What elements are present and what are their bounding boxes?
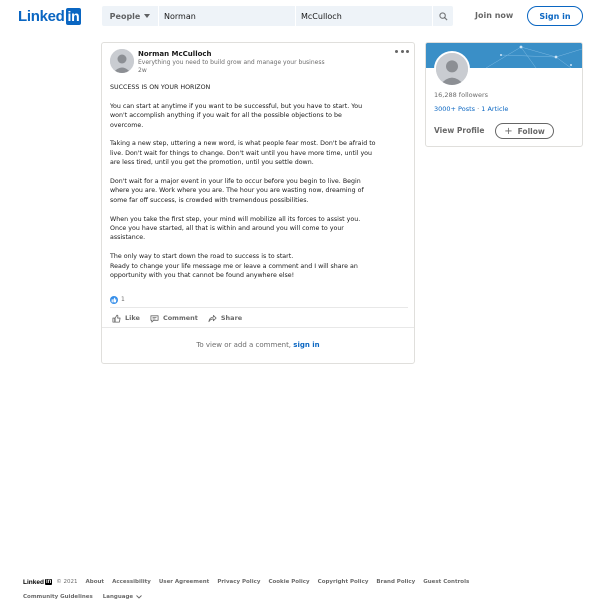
post-line: Don't wait for a major event in your life to occur before you begin to live. Begin [110, 178, 361, 186]
reaction-summary[interactable] [110, 295, 125, 304]
comment-prompt [102, 341, 414, 349]
post-line: won't accomplish anything if you wait for all the possible objections to be [110, 112, 342, 120]
post-paragraph [110, 177, 408, 205]
join-now-link[interactable]: Join now [475, 11, 514, 20]
comment-prompt-text: To view or add a comment, [196, 341, 292, 349]
post-line: some far off success, is crowded with tremendous possibilities. [110, 196, 309, 204]
sign-in-button[interactable]: Sign in [527, 6, 583, 26]
post-line: The only way to start down the road to success is to start. [110, 253, 294, 261]
separator: · [477, 105, 480, 113]
caret-down-icon [144, 14, 150, 18]
first-name-value: Norman [164, 11, 196, 21]
person-icon [110, 49, 134, 73]
linkedin-logo[interactable] [18, 8, 81, 25]
logo-badge: in [67, 8, 80, 24]
footer-link-guest-controls[interactable]: Guest Controls [423, 579, 470, 585]
footer-link-about[interactable]: About [85, 579, 105, 585]
post-paragraph [110, 252, 408, 280]
search-scope-dropdown[interactable] [102, 6, 159, 26]
footer-link-community-guidelines[interactable]: Community Guidelines [23, 593, 93, 600]
post-paragraph [110, 102, 408, 130]
share-label: Share [220, 314, 243, 322]
last-name-value: McCulloch [301, 11, 342, 21]
post-line: live. Don't wait for things to change. Don't wait until you have more time, until you [110, 149, 373, 157]
search-icon [439, 12, 448, 21]
divider [110, 307, 408, 308]
copyright: © 2021 [56, 579, 78, 585]
footer-logo[interactable] [23, 579, 52, 586]
post-time: 2w [138, 67, 147, 74]
footer-link-privacy-policy[interactable]: Privacy Policy [217, 579, 261, 585]
search-button[interactable] [433, 6, 453, 26]
post-paragraph [110, 83, 408, 92]
footer-link-copyright-policy[interactable]: Copyright Policy [317, 579, 369, 585]
post-line: SUCCESS IS ON YOUR HORIZON [110, 84, 211, 91]
chevron-down-icon [136, 595, 142, 599]
post-line: where you are. Work where you are. The hour you are wasting now, dreaming of [110, 187, 364, 195]
footer-link-accessibility[interactable]: Accessibility [112, 579, 151, 585]
follow-button[interactable] [495, 123, 554, 139]
reaction-count: 1 [121, 296, 125, 303]
post-line: You can start at anytime if you want to be successful, but you have to start. You [110, 102, 363, 110]
follow-label: Follow [517, 126, 545, 136]
post-line: assistance. [110, 234, 146, 242]
post-line: Taking a new step, uttering a new word, is what people fear most. Don't be afraid to [110, 140, 376, 148]
post-line: overcome. [110, 121, 144, 129]
post-line: Ready to change your life message me or leave a comment and I will share an [110, 262, 358, 270]
like-button[interactable] [112, 314, 140, 323]
comment-label: Comment [162, 314, 198, 322]
post-paragraph [110, 139, 408, 167]
view-profile-link[interactable]: View Profile [434, 126, 485, 135]
people-search-bar [102, 6, 453, 26]
activity-counts [434, 105, 508, 113]
comment-button[interactable] [150, 314, 198, 323]
like-label: Like [125, 314, 140, 322]
like-reaction-icon [110, 296, 118, 304]
divider [102, 327, 414, 328]
footer-link-user-agreement[interactable]: User Agreement [158, 579, 210, 585]
profile-avatar[interactable] [434, 51, 470, 87]
comment-icon [150, 314, 159, 323]
comment-sign-in-link[interactable]: sign in [293, 341, 320, 349]
follower-count: 16,288 followers [434, 91, 489, 99]
articles-link[interactable]: 1 Article [481, 105, 509, 113]
last-name-input[interactable] [296, 6, 433, 26]
thumbs-up-icon [112, 314, 121, 323]
post-actions [112, 312, 252, 324]
logo-text: Linked [18, 8, 65, 25]
post-line: are less tired, until you get the promotion, until you settle down. [110, 159, 314, 167]
post-card [101, 42, 415, 364]
post-body [110, 83, 408, 290]
footer-link-cookie-policy[interactable]: Cookie Policy [268, 579, 310, 585]
more-options-icon[interactable] [395, 46, 409, 56]
author-headline: Everything you need to build grow and manage your business [138, 59, 325, 66]
author-name[interactable]: Norman McCulloch [138, 50, 212, 58]
post-line: When you take the first step, your mind will mobilize all its forces to assist you. [110, 215, 361, 223]
footer-logo-text: Linked [23, 578, 44, 586]
posts-link[interactable]: 3000+ Posts [434, 105, 476, 113]
footer-links [23, 577, 477, 587]
first-name-input[interactable] [159, 6, 296, 26]
language-selector[interactable] [103, 594, 142, 600]
share-icon [208, 314, 217, 323]
author-profile-card [425, 42, 583, 147]
post-line: opportunity with you that cannot be found anywhere else! [110, 272, 295, 280]
language-label: Language [102, 593, 134, 600]
plus-icon: + [504, 125, 513, 137]
footer-logo-badge: in [45, 579, 52, 585]
post-paragraph [110, 215, 408, 243]
search-scope-label: People [109, 11, 141, 21]
post-line: Once you have started, all that is within and around you will come to your [110, 225, 344, 233]
person-icon [436, 53, 468, 85]
share-button[interactable] [208, 314, 242, 323]
footer-link-brand-policy[interactable]: Brand Policy [376, 579, 416, 585]
author-avatar[interactable] [110, 49, 134, 73]
